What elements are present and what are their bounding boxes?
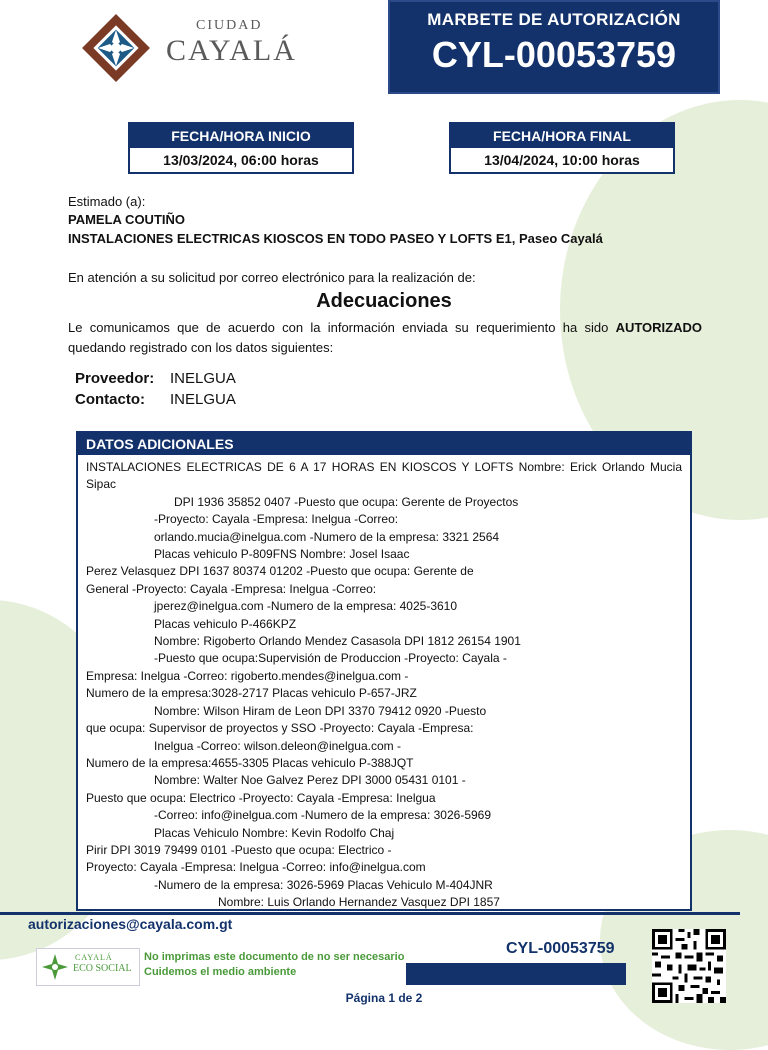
additional-data-line: Placas vehiculo P-809FNS Nombre: Josel Isaac: [154, 547, 410, 562]
additional-data-title: DATOS ADICIONALES: [78, 433, 690, 455]
recipient-location: INSTALACIONES ELECTRICAS KIOSCOS EN TODO PASEO Y LOFTS E1, Paseo Cayalá: [68, 231, 603, 246]
additional-data-line: Empresa: Inelgua -Correo: rigoberto.mendes@inelgua.com -: [86, 668, 409, 683]
footer-email-link[interactable]: autorizaciones@cayala.com.gt: [28, 916, 233, 932]
start-date-box: [128, 122, 354, 174]
footer-divider: [0, 912, 740, 915]
additional-data-line: Numero de la empresa:3028-2717 Placas vehiculo P-657-JRZ: [86, 686, 417, 701]
additional-data-line: que ocupa: Supervisor de proyectos y SSO -Proyecto: Cayala -Empresa:: [86, 721, 474, 736]
authorization-code: CYL-00053759: [431, 34, 677, 75]
end-date-label: FECHA/HORA FINAL: [451, 124, 673, 148]
cayala-emblem-icon: [80, 12, 152, 86]
additional-data-line: Perez Velasquez DPI 1637 80374 01202 -Puesto que ocupa: Gerente de: [86, 564, 474, 579]
authorization-header-box: [388, 0, 720, 94]
eco-brand-small: CAYALÁ: [75, 953, 113, 962]
end-date-value: 13/04/2024, 10:00 horas: [484, 152, 640, 168]
recipient-name: PAMELA COUTIÑO: [68, 212, 185, 227]
start-date-value: 13/03/2024, 06:00 horas: [163, 152, 319, 168]
additional-data-line: Nombre: Walter Noe Galvez Perez DPI 3000 05431 0101 -: [154, 773, 466, 788]
greeting: Estimado (a):: [68, 194, 146, 209]
additional-data-box: [76, 431, 692, 911]
additional-data-line: DPI 1936 35852 0407 -Puesto que ocupa: Gerente de Proyectos: [174, 494, 519, 509]
contact-value: INELGUA: [170, 391, 236, 408]
additional-data-line: -Puesto que ocupa:Supervisión de Produccion -Proyecto: Cayala -: [154, 651, 507, 666]
authorization-title: MARBETE DE AUTORIZACIÓN: [427, 10, 681, 29]
logo-text-ciudad: CIUDAD: [196, 18, 263, 33]
additional-data-line: Nombre: Luis Orlando Hernandez Vasquez DPI 1857: [218, 895, 500, 910]
eco-leaf-icon: [40, 952, 70, 982]
additional-data-line: Puesto que ocupa: Electrico -Proyecto: Cayala -Empresa: Inelgua: [86, 790, 436, 805]
eco-social-logo: [36, 948, 140, 986]
authorization-text-part1: Le comunicamos que de acuerdo con la información enviada su requerimiento ha sido: [68, 320, 616, 335]
work-type-title: Adecuaciones: [316, 290, 452, 312]
additional-data-line: Placas vehiculo P-466KPZ: [154, 616, 297, 631]
additional-data-line: General -Proyecto: Cayala -Empresa: Inelgua -Correo:: [86, 581, 377, 596]
eco-message: [140, 950, 406, 986]
additional-data-line: -Proyecto: Cayala -Empresa: Inelgua -Correo:: [154, 512, 399, 527]
logo-text-cayala: CAYALÁ: [166, 34, 297, 67]
start-date-label: FECHA/HORA INICIO: [130, 124, 352, 148]
additional-data-line: Numero de la empresa:4655-3305 Placas vehiculo P-388JQT: [86, 755, 414, 770]
cayala-logo: [80, 12, 310, 90]
eco-message-line1: No imprimas este documento de no ser necesario: [144, 951, 405, 963]
additional-data-line: Nombre: Rigoberto Orlando Mendez Casasola DPI 1812 26154 1901: [154, 634, 521, 649]
additional-data-line: Placas Vehiculo Nombre: Kevin Rodolfo Chaj: [154, 825, 395, 840]
authorization-text-part2: quedando registrado con los datos siguientes:: [68, 340, 334, 355]
additional-data-line: Pirir DPI 3019 79499 0101 -Puesto que ocupa: Electrico -: [86, 842, 392, 857]
provider-value: INELGUA: [170, 370, 236, 387]
additional-data-line: orlando.mucia@inelgua.com -Numero de la empresa: 3321 2564: [154, 529, 500, 544]
additional-data-line: INSTALACIONES ELECTRICAS DE 6 A 17 HORAS EN KIOSCOS Y LOFTS Nombre: Erick Orlando Mucia Sipac: [86, 460, 682, 492]
end-date-box: [449, 122, 675, 174]
additional-data-line: Inelgua -Correo: wilson.deleon@inelgua.com -: [154, 738, 401, 753]
additional-data-line: jperez@inelgua.com -Numero de la empresa: 4025-3610: [154, 599, 458, 614]
additional-data-line: -Correo: info@inelgua.com -Numero de la empresa: 3026-5969: [154, 808, 492, 823]
additional-data-body: [78, 455, 690, 911]
additional-data-line: Nombre: Wilson Hiram de Leon DPI 3370 79412 0920 -Puesto: [154, 703, 487, 718]
additional-data-line: Proyecto: Cayala -Empresa: Inelgua -Correo: info@inelgua.com: [86, 860, 426, 875]
eco-brand-big: ECO SOCIAL: [73, 963, 132, 974]
page-number: Página 1 de 2: [345, 991, 423, 1005]
eco-message-line2: Cuidemos el medio ambiente: [144, 966, 297, 978]
provider-label: Proveedor:: [75, 370, 155, 387]
authorization-paragraph: [68, 318, 702, 358]
additional-data-line: -Numero de la empresa: 3026-5969 Placas Vehiculo M-404JNR: [154, 877, 493, 892]
authorized-status: AUTORIZADO: [615, 320, 702, 335]
contact-label: Contacto:: [75, 391, 145, 408]
attention-text: En atención a su solicitud por correo electrónico para la realización de:: [68, 270, 476, 285]
footer-authorization-code: CYL-00053759: [506, 940, 615, 957]
